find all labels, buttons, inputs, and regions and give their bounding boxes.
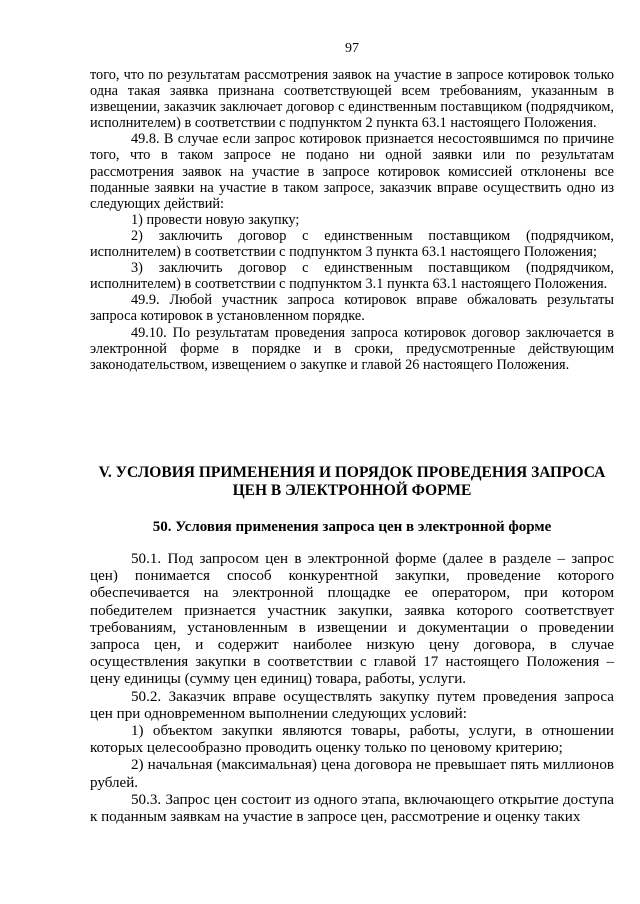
condition-item-1: 1) объектом закупки являются товары, работы, услуги, в отношении которых целесообразно проводить оценку только по ценовому критерию; xyxy=(90,723,614,757)
paragraph-49-9: 49.9. Любой участник запроса котировок вправе обжаловать результаты запроса котировок в установленном порядке. xyxy=(90,292,614,325)
subsection-title: 50. Условия применения запроса цен в электронной форме xyxy=(152,519,552,535)
list-item-2: 2) заключить договор с единственным поставщиком (подрядчиком, исполнителем) в соответствии с подпунктом 3 пункта 63.1 настоящего Положения; xyxy=(90,227,614,261)
section-title xyxy=(90,464,614,499)
paragraph-50-2: 50.2. Заказчик вправе осуществлять закупку путем проведения запроса цен при одновременном выполнении следующих условий: xyxy=(90,688,614,722)
list-item-3: 3) заключить договор с единственным поставщиком (подрядчиком, исполнителем) в соответствии с подпунктом 3.1 пункта 63.1 настоящего Положения. xyxy=(90,260,614,293)
section-title-line-1: V. УСЛОВИЯ ПРИМЕНЕНИЯ И ПОРЯДОК ПРОВЕДЕНИЯ ЗАПРОСА xyxy=(98,464,606,481)
condition-item-2: 2) начальная (максимальная) цена договора не превышает пять миллионов рублей. xyxy=(90,757,614,791)
list-item-1: 1) провести новую закупку; xyxy=(131,211,300,228)
paragraph-50-3: 50.3. Запрос цен состоит из одного этапа, включающего открытие доступа к поданным заявкам на участие в запросе цен, рассмотрение и оценку таких xyxy=(90,791,614,826)
section-title-line-2: ЦЕН В ЭЛЕКТРОННОЙ ФОРМЕ xyxy=(232,481,472,499)
text-block-top xyxy=(90,67,614,373)
paragraph-49-8: 49.8. В случае если запрос котировок признается несостоявшимся по причине того, что в таком запросе не подано ни одной заявки или по результатам рассмотрения заявок на участие в запросе котировок комиссией отклонены все поданные заявки на участие в таком запросе, заказчик вправе осуществить одно из следующих действий: xyxy=(90,131,614,212)
paragraph-49-10: 49.10. По результатам проведения запроса котировок договор заключается в электронной форме в порядке и в сроки, предусмотренные действующим законодательством, извещением о закупке и главой 26 настоящего Положения. xyxy=(90,324,614,373)
page-number: 97 xyxy=(345,41,359,56)
text-block-bottom xyxy=(90,551,614,826)
paragraph-continuation: того, что по результатам рассмотрения заявок на участие в запросе котировок только одна такая заявка признана соответствующей всем требованиям, указанным в извещении, заказчик заключает договор с единственным поставщиком (подрядчиком, исполнителем) в соответствии с подпунктом 2 пункта 63.1 настоящего Положения. xyxy=(90,67,614,132)
paragraph-50-1: 50.1. Под запросом цен в электронной форме (далее в разделе – запрос цен) понимается способ конкурентной закупки, проведение которого обеспечивается на электронной площадке ее оператором, при котором победителем признается участник закупки, заявка которого соответствует требованиям, установленным в извещении и документации о проведении запроса цен, и содержит наиболее низкую цену договора, в случае осуществления закупки в соответствии с главой 17 настоящего Положения – цену единицы (сумму цен единиц) товара, работы, услуги. xyxy=(90,551,614,688)
